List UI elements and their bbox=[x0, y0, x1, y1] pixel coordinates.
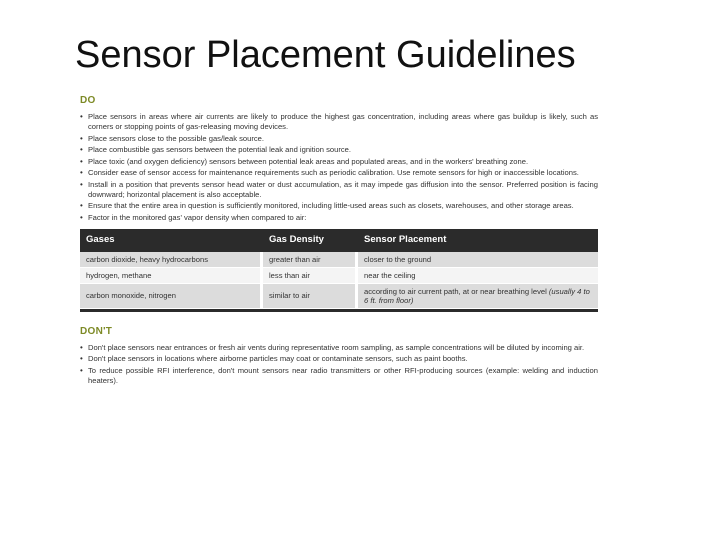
table-row bbox=[80, 252, 598, 268]
do-item: • Place sensors close to the possible gas/leak source. bbox=[80, 134, 598, 144]
table-header-row bbox=[80, 229, 598, 252]
gas-density-table bbox=[80, 229, 598, 309]
dont-item: • To reduce possible RFI interference, don't mount sensors near radio transmitters or other RFI-producing sources (example: welding and induction heaters). bbox=[80, 366, 598, 386]
dont-list bbox=[80, 343, 598, 386]
dont-item: • Don't place sensors in locations where airborne particles may coat or contaminate sensors, such as paint booths. bbox=[80, 354, 598, 364]
table-bottom-rule bbox=[80, 309, 598, 312]
dont-heading: DON'T bbox=[80, 325, 113, 337]
slide-title: Sensor Placement Guidelines bbox=[75, 34, 576, 76]
cell-placement: closer to the ground bbox=[357, 252, 599, 268]
cell-density: greater than air bbox=[262, 252, 357, 268]
do-item: • Place sensors in areas where air currents are likely to produce the highest gas concentration, including areas where gas buildup is likely, such as corners or stopping points of gas-releasing moving devices. bbox=[80, 112, 598, 132]
cell-placement bbox=[357, 283, 599, 308]
do-item: • Place toxic (and oxygen deficiency) sensors between potential leak areas and populated areas, and in the workers' breathing zone. bbox=[80, 157, 598, 167]
do-heading: DO bbox=[80, 95, 96, 106]
placement-note: (usually 4 to 6 ft. from floor) bbox=[364, 286, 590, 305]
cell-gases: carbon dioxide, heavy hydrocarbons bbox=[80, 252, 262, 268]
placement-text: according to air current path, at or near breathing level bbox=[364, 286, 547, 296]
do-item: • Ensure that the entire area in question is sufficiently monitored, including little-used areas such as closets, warehouses, and other storage areas. bbox=[80, 201, 598, 211]
cell-density: similar to air bbox=[262, 283, 357, 308]
cell-placement: near the ceiling bbox=[357, 267, 599, 283]
do-item: • Place combustible gas sensors between the potential leak and ignition source. bbox=[80, 145, 598, 155]
table-row bbox=[80, 283, 598, 308]
do-item: • Consider ease of sensor access for maintenance requirements such as periodic calibration. Use remote sensors for high or inaccessible locations. bbox=[80, 168, 598, 178]
cell-gases: carbon monoxide, nitrogen bbox=[80, 283, 262, 308]
guidelines-content bbox=[80, 95, 598, 387]
do-item: • Factor in the monitored gas' vapor density when compared to air: bbox=[80, 213, 598, 223]
dont-item: • Don't place sensors near entrances or fresh air vents during representative room sampling, as sample concentrations will be diluted by incoming air. bbox=[80, 343, 598, 353]
do-list bbox=[80, 112, 598, 223]
cell-density: less than air bbox=[262, 267, 357, 283]
do-item: • Install in a position that prevents sensor head water or dust accumulation, as it may impede gas diffusion into the sensor. Preferred position is facing downward; horizontal placement is also acceptable. bbox=[80, 180, 598, 200]
header-gas-density: Gas Density bbox=[262, 229, 357, 252]
cell-gases: hydrogen, methane bbox=[80, 267, 262, 283]
header-sensor-placement: Sensor Placement bbox=[357, 229, 599, 252]
header-gases: Gases bbox=[80, 229, 262, 252]
table-row bbox=[80, 267, 598, 283]
